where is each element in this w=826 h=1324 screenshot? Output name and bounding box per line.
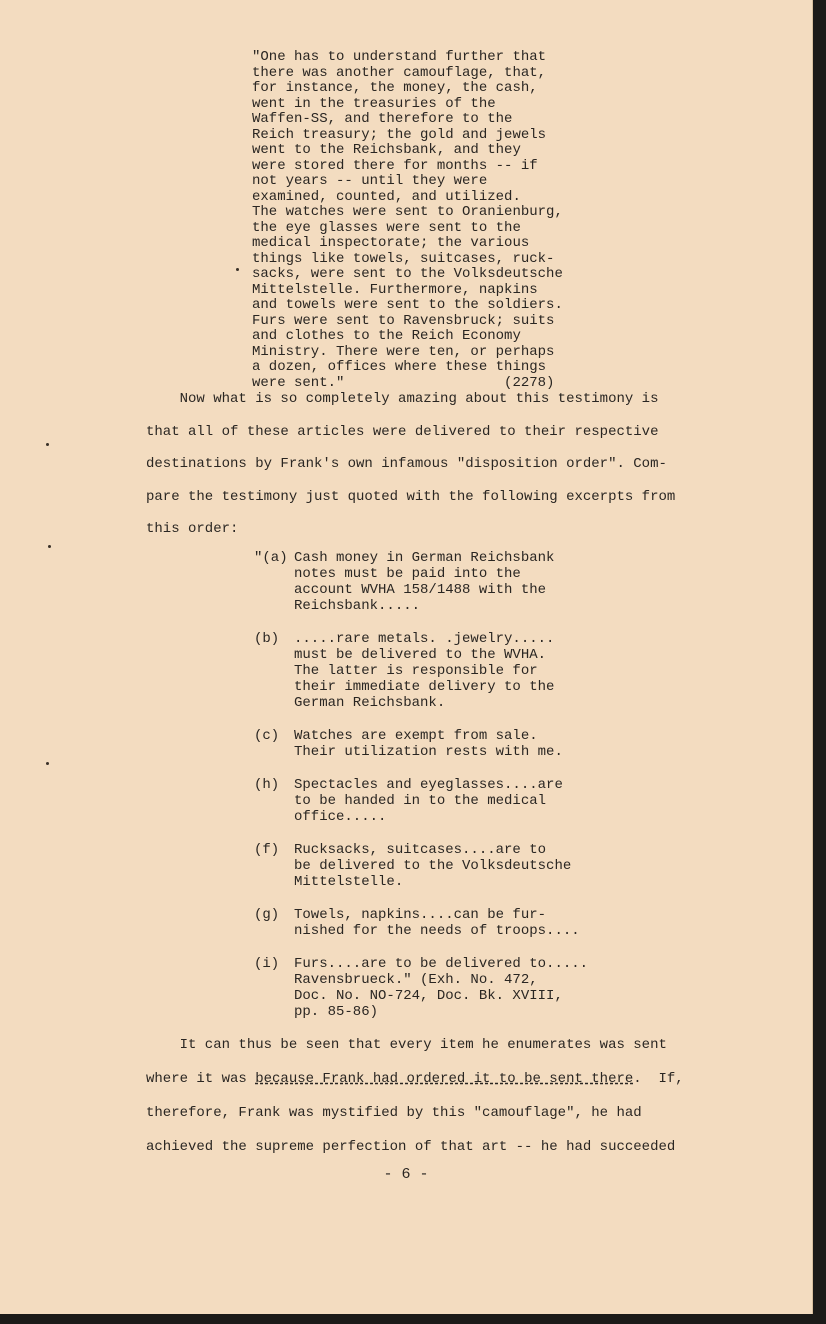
excerpt-line: pp. 85-86) — [294, 1004, 379, 1020]
excerpt-line: The latter is responsible for — [294, 663, 538, 679]
quote-line: Reich treasury; the gold and jewels — [252, 126, 547, 143]
excerpt-c — [254, 728, 614, 760]
excerpt-marker: (i) — [254, 956, 280, 972]
testimony-quote — [252, 50, 582, 391]
excerpt-line: Rucksacks, suitcases....are to — [294, 842, 547, 858]
excerpt-line: must be delivered to the WVHA. — [294, 647, 547, 663]
body-paragraph — [146, 383, 686, 546]
excerpt-marker: (h) — [254, 777, 280, 793]
page-number: - 6 - — [383, 1166, 429, 1183]
excerpt-line: Furs....are to be delivered to..... — [294, 956, 589, 972]
quote-line: Mittelstelle. Furthermore, napkins — [252, 281, 538, 298]
quote-line: went to the Reichsbank, and they — [252, 142, 521, 158]
quote-line: a dozen, offices where these things — [252, 359, 547, 375]
excerpt-line: their immediate delivery to the — [294, 679, 555, 695]
paper-speck — [46, 762, 49, 765]
excerpt-i — [254, 956, 614, 1020]
quote-line: and clothes to the Reich Economy — [252, 328, 521, 344]
quote-line: Ministry. There were ten, or perhaps — [252, 343, 555, 360]
excerpt-line: notes must be paid into the — [294, 566, 521, 582]
quote-line: medical inspectorate; the various — [252, 235, 530, 251]
excerpt-line: Towels, napkins....can be fur- — [294, 907, 547, 923]
quote-line: sacks, were sent to the Volksdeutsche — [252, 266, 563, 282]
excerpt-line: to be handed in to the medical — [294, 793, 547, 809]
excerpt-marker: (f) — [254, 842, 280, 858]
underlined-phrase: because Frank had ordered it to be sent there — [255, 1071, 634, 1087]
closing-line: achieved the supreme perfection of that art -- he had succeeded — [146, 1139, 676, 1155]
excerpt-g — [254, 907, 614, 939]
paper-speck — [236, 268, 239, 271]
quote-line: Furs were sent to Ravensbruck; suits — [252, 312, 555, 329]
excerpt-line: Doc. No. NO-724, Doc. Bk. XVIII, — [294, 988, 563, 1004]
body-line: destinations by Frank's own infamous "disposition order". Com- — [146, 456, 667, 472]
order-excerpts — [254, 550, 614, 1037]
excerpt-marker: (b) — [254, 631, 280, 647]
excerpt-line: Spectacles and eyeglasses....are — [294, 777, 563, 793]
excerpt-f — [254, 842, 614, 890]
excerpt-line: be delivered to the Volksdeutsche — [294, 858, 572, 874]
closing-line: It can thus be seen that every item he enumerates was sent — [146, 1037, 667, 1053]
quote-line: there was another camouflage, that, — [252, 64, 547, 81]
quote-line: and towels were sent to the soldiers. — [252, 297, 563, 313]
quote-line: went in the treasuries of the — [252, 95, 496, 112]
quote-line: "One has to understand further that — [252, 49, 547, 65]
excerpt-a — [254, 550, 614, 614]
excerpt-b — [254, 631, 614, 711]
paper-speck — [46, 443, 49, 446]
quote-line: were sent." (2278) — [252, 374, 555, 391]
excerpt-h — [254, 777, 614, 825]
closing-paragraph — [146, 1028, 686, 1164]
excerpt-line: Reichsbank..... — [294, 598, 421, 614]
excerpt-line: account WVHA 158/1488 with the — [294, 582, 547, 598]
quote-line: things like towels, suitcases, ruck- — [252, 250, 555, 267]
excerpt-line: German Reichsbank. — [294, 695, 446, 711]
body-line: this order: — [146, 521, 239, 537]
closing-line — [146, 1062, 686, 1096]
quote-line: were stored there for months -- if — [252, 157, 538, 174]
excerpt-line: office..... — [294, 809, 387, 825]
body-line: Now what is so completely amazing about this testimony is — [146, 391, 659, 407]
quote-line: examined, counted, and utilized. — [252, 188, 521, 205]
quote-line: Waffen-SS, and therefore to the — [252, 111, 513, 127]
body-line: pare the testimony just quoted with the following excerpts from — [146, 488, 676, 505]
quote-line: for instance, the money, the cash, — [252, 80, 538, 96]
quote-line: not years -- until they were — [252, 173, 488, 189]
excerpt-line: nished for the needs of troops.... — [294, 923, 580, 939]
paper-speck — [48, 545, 51, 548]
quote-line: the eye glasses were sent to the — [252, 219, 521, 236]
quote-line: The watches were sent to Oranienburg, — [252, 204, 563, 220]
excerpt-marker: (c) — [254, 728, 280, 744]
excerpt-line: Mittelstelle. — [294, 874, 404, 890]
excerpt-line: .....rare metals. .jewelry..... — [294, 631, 555, 647]
closing-line: therefore, Frank was mystified by this "camouflage", he had — [146, 1105, 642, 1121]
excerpt-line: Their utilization rests with me. — [294, 744, 563, 760]
excerpt-line: Ravensbrueck." (Exh. No. 472, — [294, 972, 538, 988]
closing-text: where it was — [146, 1071, 256, 1087]
excerpt-line: Watches are exempt from sale. — [294, 728, 538, 744]
excerpt-marker: (g) — [254, 907, 280, 923]
body-line: that all of these articles were delivered to their respective — [146, 423, 659, 440]
excerpt-line: Cash money in German Reichsbank — [294, 550, 555, 566]
closing-text: . If, — [633, 1071, 684, 1087]
excerpt-marker: "(a) — [254, 550, 288, 566]
